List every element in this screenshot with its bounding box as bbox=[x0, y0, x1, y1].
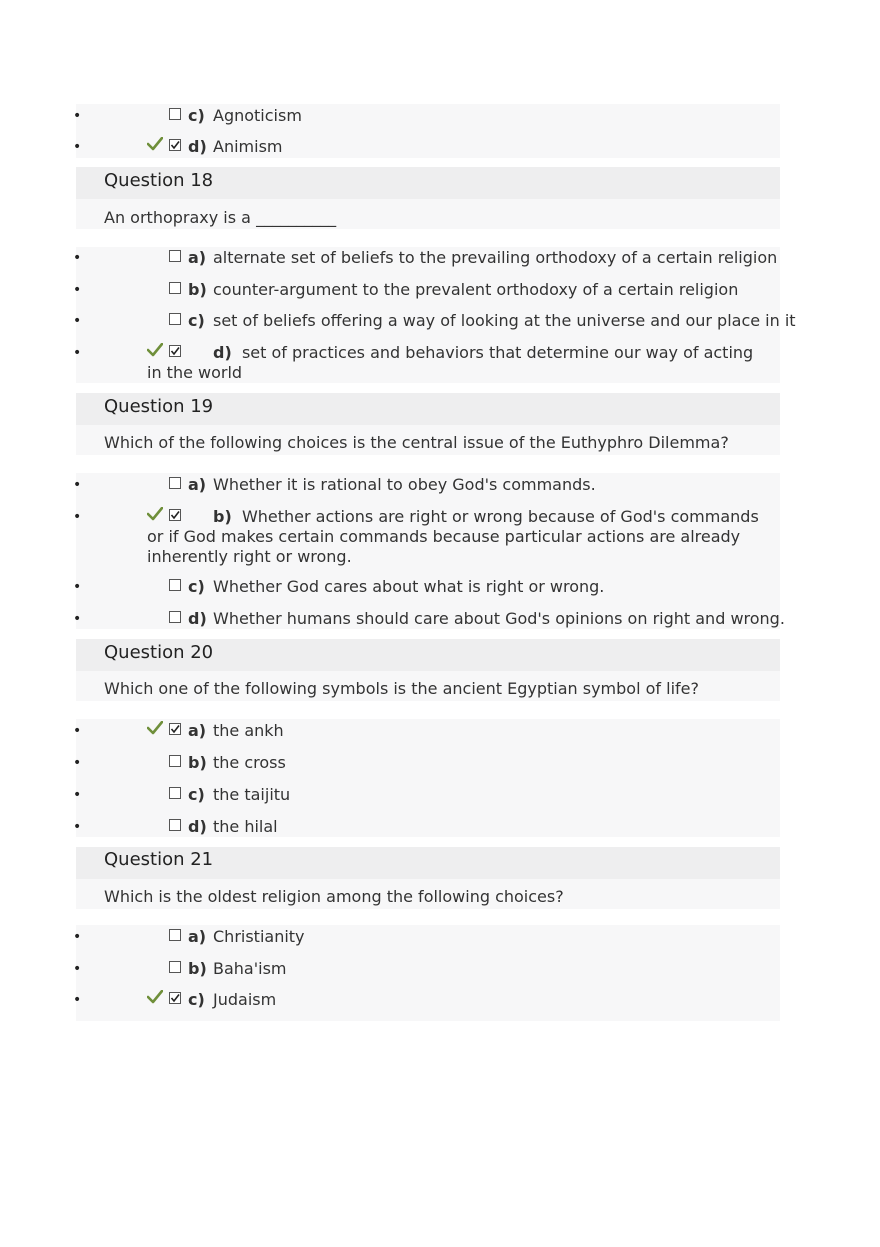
checkbox-icon[interactable] bbox=[169, 108, 181, 120]
option-text: the taijitu bbox=[213, 785, 291, 804]
checkbox-icon[interactable] bbox=[169, 929, 181, 941]
option-text: Judaism bbox=[213, 990, 277, 1009]
option-letter: c) bbox=[188, 577, 205, 596]
option-text: counter-argument to the prevalent orthodoxy of a certain religion bbox=[213, 280, 739, 299]
option-letter: c) bbox=[188, 990, 205, 1009]
option-letter: d) bbox=[188, 817, 207, 836]
option-text: set of practices and behaviors that determine our way of acting in the world bbox=[147, 343, 754, 382]
question-text: Which is the oldest religion among the following choices? bbox=[104, 887, 564, 906]
checkbox-icon[interactable] bbox=[169, 819, 181, 831]
checkbox-icon[interactable] bbox=[169, 961, 181, 973]
option-letter: a) bbox=[188, 475, 207, 494]
option-letter: c) bbox=[188, 106, 205, 125]
bullet: • bbox=[73, 313, 82, 329]
option-text: Baha'ism bbox=[213, 959, 287, 978]
option-letter: b) bbox=[188, 280, 207, 299]
option-letter: a) bbox=[188, 248, 207, 267]
checkbox-icon[interactable] bbox=[169, 787, 181, 799]
option-text: Whether it is rational to obey God's commands. bbox=[213, 475, 596, 494]
options-block bbox=[76, 719, 780, 837]
question-title: Question 21 bbox=[104, 849, 214, 870]
bullet: • bbox=[73, 108, 82, 124]
bullet: • bbox=[73, 509, 82, 525]
option-wrapped bbox=[147, 507, 767, 567]
options-block bbox=[76, 104, 780, 158]
bullet: • bbox=[73, 345, 82, 361]
question-text: Which one of the following symbols is the ancient Egyptian symbol of life? bbox=[104, 679, 699, 698]
option-letter: d) bbox=[213, 343, 232, 362]
option-letter: b) bbox=[188, 959, 207, 978]
option-letter: c) bbox=[188, 785, 205, 804]
option-text: Whether God cares about what is right or wrong. bbox=[213, 577, 605, 596]
checked-checkbox-icon[interactable] bbox=[169, 723, 181, 735]
bullet: • bbox=[73, 992, 82, 1008]
checkbox-icon[interactable] bbox=[169, 282, 181, 294]
bullet: • bbox=[73, 961, 82, 977]
option-letter: b) bbox=[188, 753, 207, 772]
option-text: Agnoticism bbox=[213, 106, 302, 125]
bullet: • bbox=[73, 250, 82, 266]
checked-checkbox-icon[interactable] bbox=[169, 992, 181, 1004]
option-letter: d) bbox=[188, 609, 207, 628]
bullet: • bbox=[73, 579, 82, 595]
bullet: • bbox=[73, 611, 82, 627]
checked-checkbox-icon[interactable] bbox=[169, 139, 181, 151]
correct-check-icon bbox=[147, 137, 163, 151]
option-text: Whether actions are right or wrong because of God's commands or if God makes certain commands because particular actions are already inherently right or wrong. bbox=[147, 507, 759, 566]
question-title: Question 18 bbox=[104, 170, 214, 191]
correct-check-icon bbox=[147, 990, 163, 1004]
checkbox-icon[interactable] bbox=[169, 250, 181, 262]
option-letter: d) bbox=[188, 137, 207, 156]
question-title: Question 19 bbox=[104, 396, 214, 417]
bullet: • bbox=[73, 139, 82, 155]
option-letter: a) bbox=[188, 927, 207, 946]
question-title: Question 20 bbox=[104, 642, 214, 663]
bullet: • bbox=[73, 477, 82, 493]
checkbox-icon[interactable] bbox=[169, 611, 181, 623]
checkbox-icon[interactable] bbox=[169, 755, 181, 767]
option-text: alternate set of beliefs to the prevailing orthodoxy of a certain religion bbox=[213, 248, 778, 267]
option-wrapped bbox=[147, 343, 767, 383]
option-letter: b) bbox=[213, 507, 232, 526]
option-text: Whether humans should care about God's opinions on right and wrong. bbox=[213, 609, 785, 628]
option-text: set of beliefs offering a way of looking at the universe and our place in it bbox=[213, 311, 796, 330]
option-text: the hilal bbox=[213, 817, 278, 836]
option-letter: c) bbox=[188, 311, 205, 330]
option-letter: a) bbox=[188, 721, 207, 740]
correct-check-icon bbox=[147, 721, 163, 735]
question-text: An orthopraxy is a __________ bbox=[104, 208, 337, 227]
checkbox-icon[interactable] bbox=[169, 313, 181, 325]
bullet: • bbox=[73, 819, 82, 835]
option-text: the ankh bbox=[213, 721, 284, 740]
options-block bbox=[76, 925, 780, 1021]
checkbox-icon[interactable] bbox=[169, 477, 181, 489]
option-text: Christianity bbox=[213, 927, 305, 946]
bullet: • bbox=[73, 755, 82, 771]
option-text: Animism bbox=[213, 137, 283, 156]
bullet: • bbox=[73, 723, 82, 739]
bullet: • bbox=[73, 282, 82, 298]
question-text: Which of the following choices is the central issue of the Euthyphro Dilemma? bbox=[104, 433, 729, 452]
bullet: • bbox=[73, 929, 82, 945]
option-text: the cross bbox=[213, 753, 286, 772]
checkbox-icon[interactable] bbox=[169, 579, 181, 591]
bullet: • bbox=[73, 787, 82, 803]
